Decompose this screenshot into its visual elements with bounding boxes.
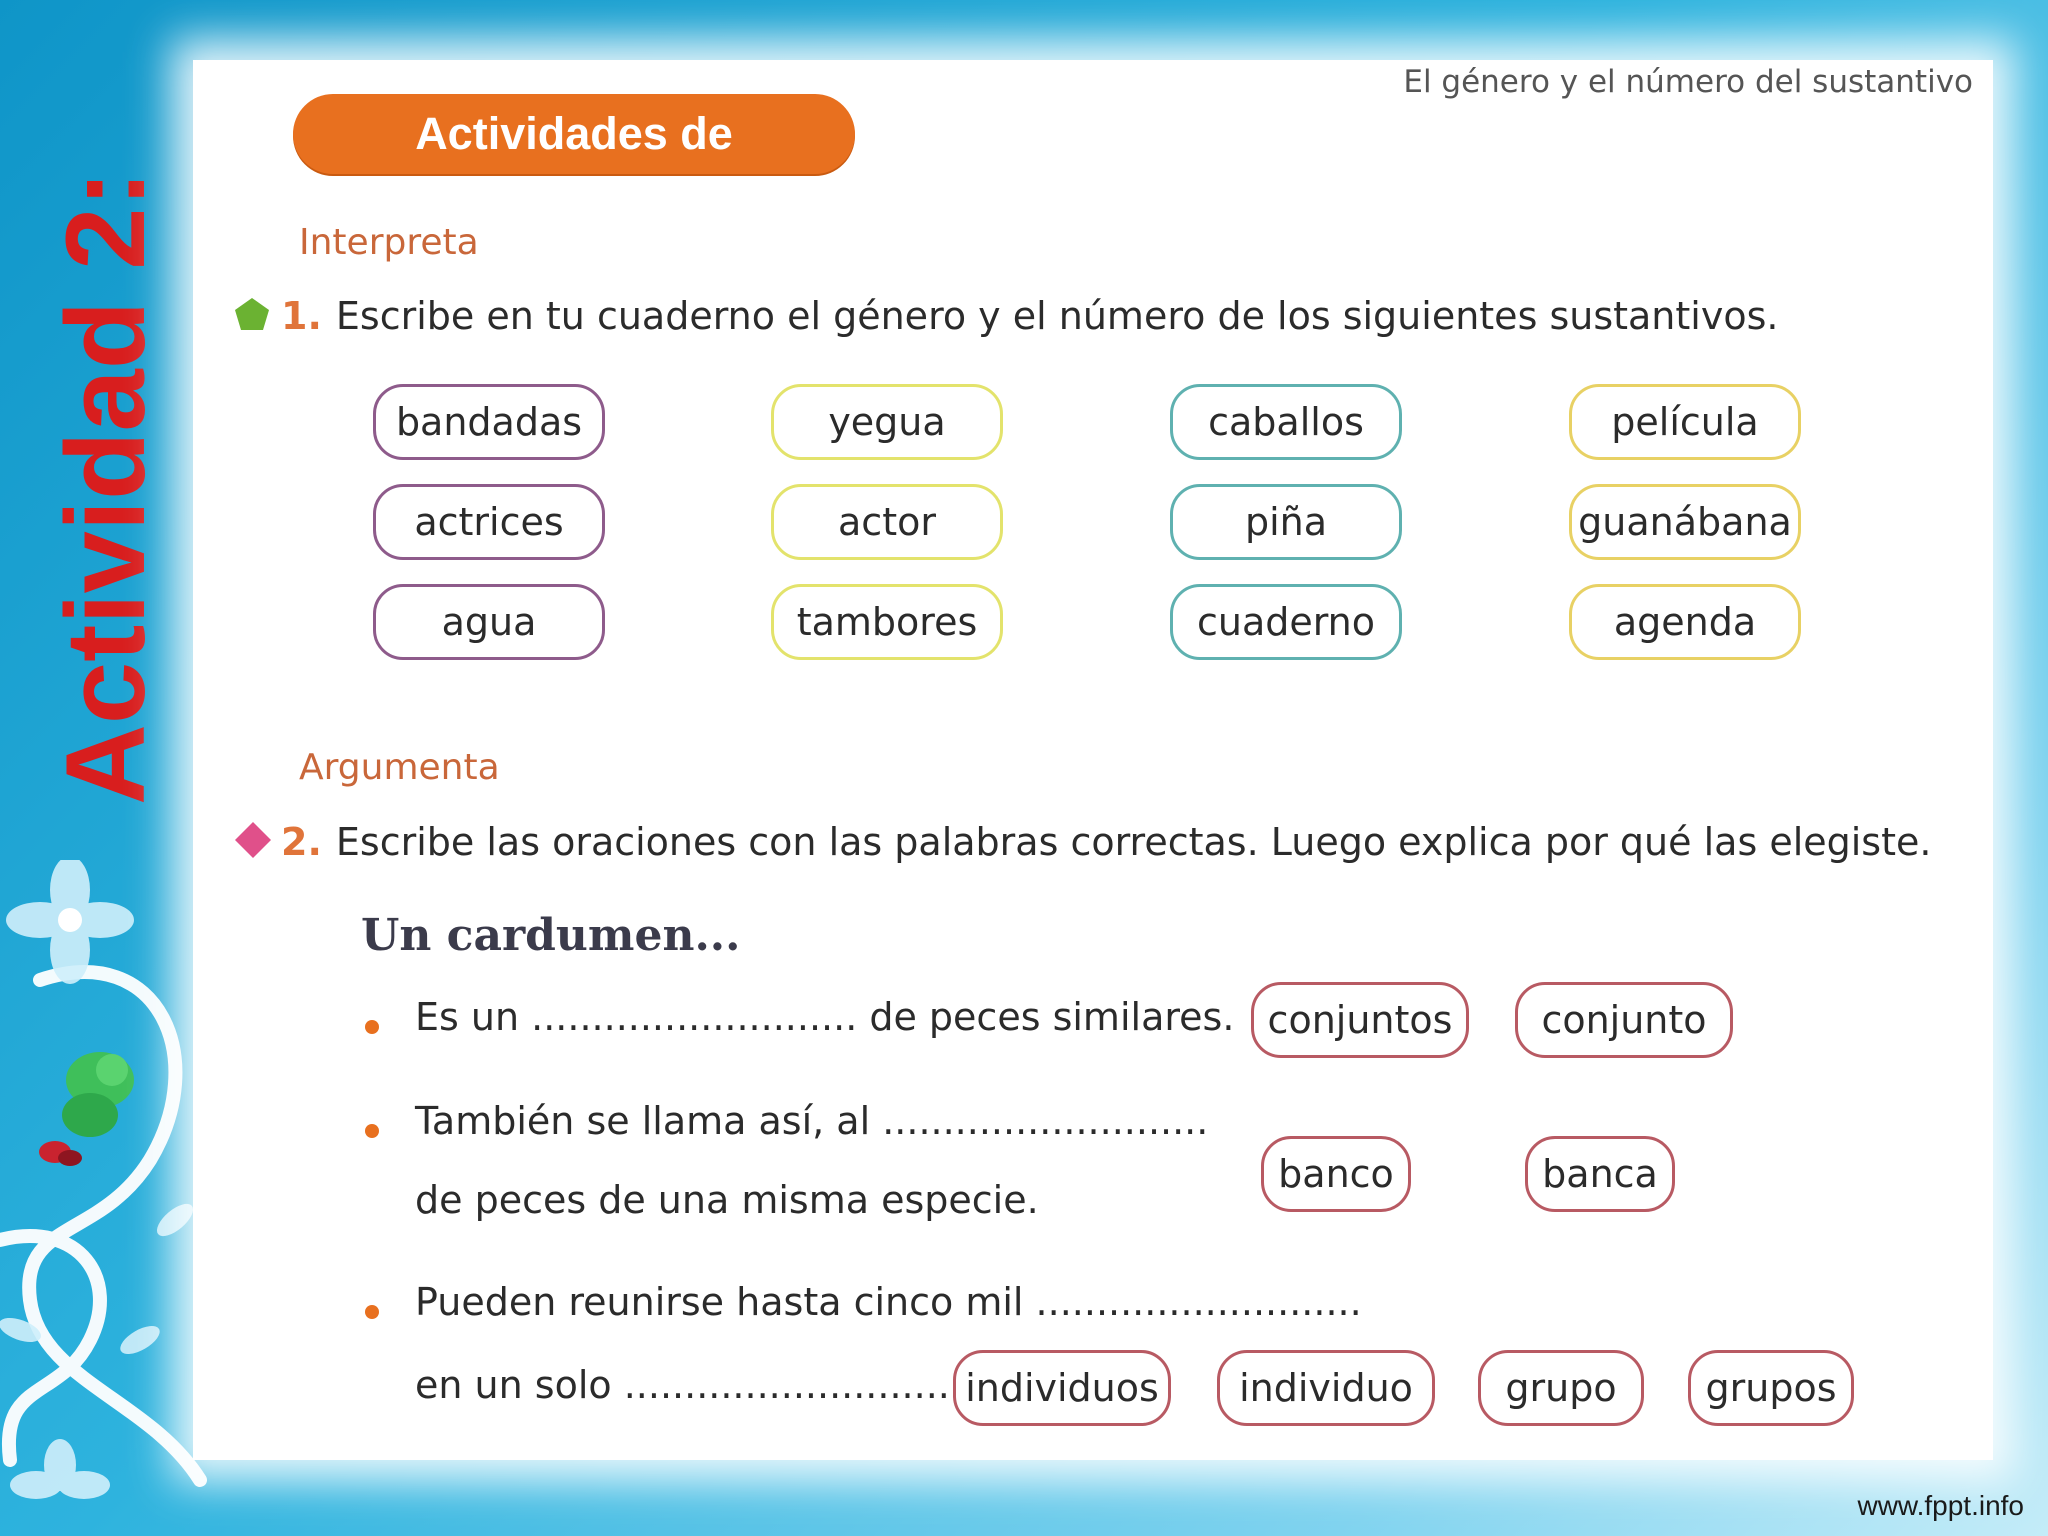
word-pill-caballos: caballos <box>1170 384 1402 460</box>
item-1-text: Es un ........................... de peces similares. <box>415 995 1235 1039</box>
word-pill-agenda: agenda <box>1569 584 1801 660</box>
green-pentagon-icon <box>233 296 281 341</box>
word-pill-pelicula: película <box>1569 384 1801 460</box>
item-2-line1: También se llama así, al ........................... <box>415 1099 1209 1143</box>
option-pill-individuo: individuo <box>1217 1350 1435 1426</box>
section-label-interpreta: Interpreta <box>299 222 479 263</box>
word-pill-yegua: yegua <box>771 384 1003 460</box>
question-2-text: Escribe las oraciones con las palabras correctas. Luego explica por qué las elegiste. <box>335 820 1932 864</box>
question-1 <box>233 294 1778 341</box>
question-2-number: 2. <box>281 820 322 864</box>
slide-title: Actividad 2: <box>43 170 168 805</box>
word-pill-pina: piña <box>1170 484 1402 560</box>
word-pill-tambores: tambores <box>771 584 1003 660</box>
activities-banner: Actividades de aprendizaje <box>293 94 855 174</box>
word-pill-guanabana: guanábana <box>1569 484 1801 560</box>
word-pill-bandadas: bandadas <box>373 384 605 460</box>
footer-url: www.fppt.info <box>1857 1490 2024 1521</box>
item-2-line2: de peces de una misma especie. <box>415 1178 1039 1222</box>
item-3-line1: Pueden reunirse hasta cinco mil ........................... <box>415 1280 1362 1324</box>
option-pill-conjuntos: conjuntos <box>1251 982 1469 1058</box>
bullet-1 <box>365 1020 379 1034</box>
question-1-number: 1. <box>281 294 322 338</box>
worksheet-page <box>193 60 1993 1460</box>
exercise-subtitle: Un cardumen... <box>361 910 741 961</box>
option-pill-banco: banco <box>1261 1136 1411 1212</box>
option-pill-grupos: grupos <box>1688 1350 1854 1426</box>
option-pill-banca: banca <box>1525 1136 1675 1212</box>
section-label-argumenta: Argumenta <box>299 747 500 788</box>
bullet-3 <box>365 1305 379 1319</box>
pink-diamond-icon <box>233 820 281 869</box>
word-pill-cuaderno: cuaderno <box>1170 584 1402 660</box>
question-2 <box>233 820 1931 869</box>
word-pill-actor: actor <box>771 484 1003 560</box>
option-pill-conjunto: conjunto <box>1515 982 1733 1058</box>
word-pill-agua: agua <box>373 584 605 660</box>
word-pill-actrices: actrices <box>373 484 605 560</box>
item-3-line2: en un solo ........................... <box>415 1363 950 1407</box>
running-head: El género y el número del sustantivo <box>1403 64 1973 100</box>
option-pill-individuos: individuos <box>953 1350 1171 1426</box>
bullet-2 <box>365 1124 379 1138</box>
option-pill-grupo: grupo <box>1478 1350 1644 1426</box>
question-1-text: Escribe en tu cuaderno el género y el número de los siguientes sustantivos. <box>335 294 1779 338</box>
